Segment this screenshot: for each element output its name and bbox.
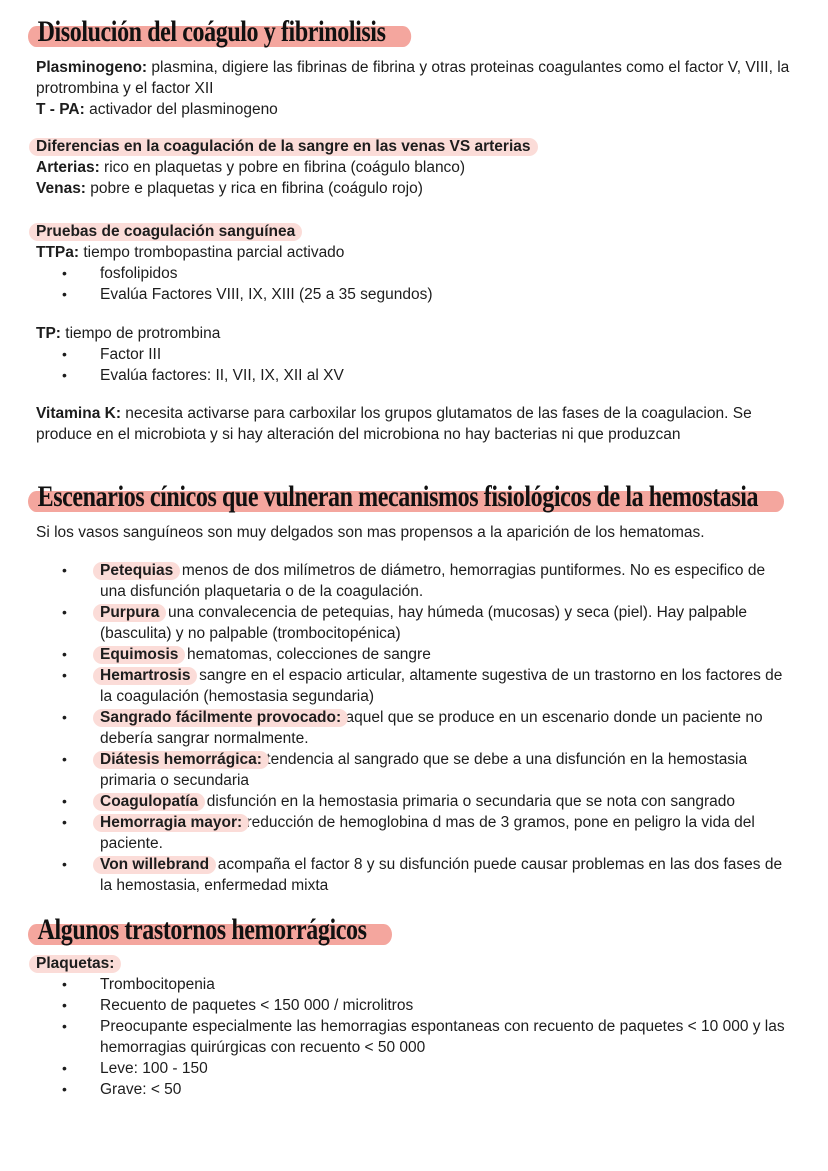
bullet-text: Preocupante especialmente las hemorragias espontaneas con recuento de paquetes < 10 000 y las hemorragias quirúrgicas con recuento < 50 000 bbox=[100, 1018, 785, 1056]
definition-arterias: rico en plaquetas y pobre en fibrina (coágulo blanco) bbox=[99, 159, 466, 176]
list-item bbox=[36, 1079, 792, 1100]
bullet-text: Grave: < 50 bbox=[100, 1081, 182, 1098]
term-venas: Venas: bbox=[36, 180, 86, 197]
ttpa-bullet-list bbox=[36, 263, 792, 305]
list-item bbox=[36, 365, 792, 386]
term-definition: : sangre en el espacio articular, altamente sugestiva de un trastorno en los factores de la coagulación (hemostasia segundaria) bbox=[100, 667, 783, 705]
list-item bbox=[36, 707, 792, 749]
term-plasminogeno: Plasminogeno: bbox=[36, 59, 148, 76]
bullet-text: Evalúa Factores VIII, IX, XIII (25 a 35 segundos) bbox=[100, 286, 433, 303]
list-item bbox=[36, 1058, 792, 1079]
list-item bbox=[36, 644, 792, 665]
term-arterias: Arterias: bbox=[36, 159, 100, 176]
paragraph-ttpa bbox=[36, 242, 792, 263]
paragraph-arterias bbox=[36, 157, 792, 178]
section-title-escenarios bbox=[36, 479, 759, 514]
title-highlight: Algunos trastornos hemorrágicos bbox=[37, 913, 367, 946]
term-highlight: Purpura bbox=[100, 604, 160, 621]
tp-bullet-list bbox=[36, 344, 792, 386]
subheading-highlight: Diferencias en la coagulación de la sangre en las venas VS arterias bbox=[36, 138, 531, 155]
list-item bbox=[36, 665, 792, 707]
subheading-diferencias bbox=[36, 136, 792, 157]
definition-vitamina-k: necesita activarse para carboxilar los grupos glutamatos de las fases de la coagulacion. Se produce en el microbiota y si hay alteración del microbiona no hay bacterias ni que produzcan bbox=[36, 405, 752, 443]
list-item bbox=[36, 263, 792, 284]
subheading-plaquetas bbox=[36, 953, 792, 974]
term-definition: reducción de hemoglobina d mas de 3 gramos, pone en peligro la vida del paciente. bbox=[100, 814, 755, 852]
term-highlight: Diátesis hemorrágica: bbox=[100, 751, 262, 768]
paragraph-plasminogeno bbox=[36, 57, 792, 99]
bullet-text: fosfolipidos bbox=[100, 265, 178, 282]
title-highlight: Escenarios cínicos que vulneran mecanismos fisiológicos de la hemostasia bbox=[37, 480, 759, 513]
paragraph-tpa bbox=[36, 99, 792, 120]
paragraph-venas bbox=[36, 178, 792, 199]
bullet-text: Trombocitopenia bbox=[100, 976, 215, 993]
term-highlight: Equimosis bbox=[100, 646, 179, 663]
term-highlight: Petequias bbox=[100, 562, 174, 579]
term-definition: : disfunción en la hemostasia primaria o secundaria que se nota con sangrado bbox=[198, 793, 735, 810]
section-title-trastornos bbox=[36, 912, 641, 947]
bullet-text: Recuento de paquetes < 150 000 / microlitros bbox=[100, 997, 414, 1014]
list-item bbox=[36, 854, 792, 896]
term-definition: tendencia al sangrado que se debe a una disfunción en la hemostasia primaria o secundaria bbox=[100, 751, 748, 789]
term-highlight: Von willebrand bbox=[100, 856, 210, 873]
plaquetas-bullet-list bbox=[36, 974, 792, 1100]
term-definition: : una convalecencia de petequias, hay húmeda (mucosas) y seca (piel). Hay palpable (basculita) y no palpable (trombocitopénica) bbox=[100, 604, 748, 642]
list-item bbox=[36, 284, 792, 305]
list-item bbox=[36, 1016, 792, 1058]
list-item bbox=[36, 602, 792, 644]
term-highlight: Hemorragia mayor: bbox=[100, 814, 243, 831]
bullet-text: Factor III bbox=[100, 346, 162, 363]
list-item bbox=[36, 812, 792, 854]
subheading-pruebas bbox=[36, 221, 792, 242]
intro-text: Si los vasos sanguíneos son muy delgados son mas propensos a la aparición de los hematomas. bbox=[36, 524, 705, 541]
definition-plasminogeno: plasmina, digiere las fibrinas de fibrina y otras proteinas coagulantes como el factor V, VIII, la protrombina y el factor XII bbox=[36, 59, 790, 97]
term-definition: : menos de dos milímetros de diámetro, hemorragias puntiformes. No es especifico de una disfunción plaquetaria o de la coagulación. bbox=[100, 562, 766, 600]
term-highlight: Hemartrosis bbox=[100, 667, 191, 684]
definition-tpa: activador del plasminogeno bbox=[84, 101, 278, 118]
subheading-highlight: Plaquetas: bbox=[36, 955, 115, 972]
title-highlight: Disolución del coágulo y fibrinolisis bbox=[37, 15, 386, 48]
paragraph-tp bbox=[36, 323, 792, 344]
list-item bbox=[36, 749, 792, 791]
term-ttpa: TTPa: bbox=[36, 244, 80, 261]
term-highlight: Coagulopatía bbox=[100, 793, 199, 810]
escenarios-bullet-list bbox=[36, 560, 792, 896]
list-item bbox=[36, 791, 792, 812]
term-definition: : acompaña el factor 8 y su disfunción puede causar problemas en las dos fases de la hemostasia, enfermedad mixta bbox=[100, 856, 783, 894]
list-item bbox=[36, 995, 792, 1016]
term-vitamina-k: Vitamina K: bbox=[36, 405, 121, 422]
term-definition: : hematomas, colecciones de sangre bbox=[178, 646, 431, 663]
definition-tp: tiempo de protrombina bbox=[60, 325, 221, 342]
term-tpa: T - PA: bbox=[36, 101, 85, 118]
definition-ttpa: tiempo trombopastina parcial activado bbox=[79, 244, 345, 261]
term-definition: aquel que se produce en un escenario donde un paciente no debería sangrar normalmente. bbox=[100, 709, 763, 747]
list-item bbox=[36, 560, 792, 602]
definition-venas: pobre e plaquetas y rica en fibrina (coágulo rojo) bbox=[85, 180, 423, 197]
term-highlight: Sangrado fácilmente provocado: bbox=[100, 709, 342, 726]
bullet-text: Evalúa factores: II, VII, IX, XII al XV bbox=[100, 367, 344, 384]
paragraph-escenarios-intro bbox=[36, 522, 792, 543]
subheading-highlight: Pruebas de coagulación sanguínea bbox=[36, 223, 296, 240]
list-item bbox=[36, 974, 792, 995]
section-title-fibrinolisis bbox=[36, 14, 641, 49]
list-item bbox=[36, 344, 792, 365]
bullet-text: Leve: 100 - 150 bbox=[100, 1060, 208, 1077]
term-tp: TP: bbox=[36, 325, 61, 342]
paragraph-vitamina-k bbox=[36, 403, 792, 445]
